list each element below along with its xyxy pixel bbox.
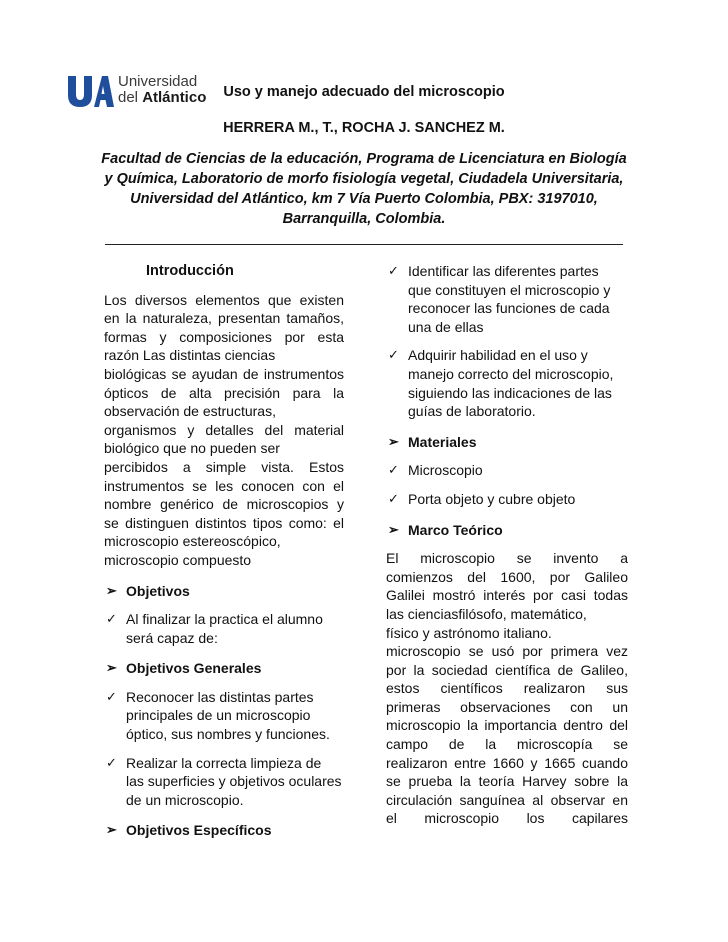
checkmark-icon: ✓ bbox=[388, 263, 399, 278]
paragraph-line: Galilei mostró interés por casi todas bbox=[386, 587, 628, 604]
logo-line-2: del Atlántico bbox=[118, 89, 207, 106]
arrowhead-bullet-icon: ➢ bbox=[106, 822, 117, 838]
affiliation-line: Universidad del Atlántico, km 7 Vía Puerto Colombia, PBX: 3197010, bbox=[130, 191, 598, 207]
checkmark-icon: ✓ bbox=[388, 462, 399, 478]
materiales-heading: ➢ Materiales bbox=[388, 433, 477, 450]
paragraph-line: comienzos del 1600, por Galileo bbox=[386, 568, 628, 585]
marco-teorico-paragraph bbox=[386, 549, 628, 828]
paragraph-line: percibidos a simple vista. Estos bbox=[104, 458, 344, 475]
paragraph-line: campo de la microscopía se bbox=[386, 736, 628, 753]
paragraph-line: físico y astrónomo italiano. bbox=[386, 624, 552, 641]
paragraph-line: razón Las distintas ciencias bbox=[104, 347, 276, 364]
affiliation-line: Barranquilla, Colombia. bbox=[282, 211, 446, 227]
paragraph-line: formas y composiciones por esta bbox=[104, 328, 344, 345]
list-item: ✓ Identificar las diferentes partes que constituyen el microscopio y reconocer las funciones de cada una de ellas bbox=[388, 263, 611, 335]
arrowhead-bullet-icon: ➢ bbox=[388, 521, 399, 537]
paragraph-line: las cienciasfilósofo, matemático, bbox=[386, 605, 587, 622]
paragraph-line: biológicas se ayudan de instrumentos bbox=[104, 365, 344, 382]
paragraph-line: por la sociedad científica de Galileo, bbox=[386, 661, 628, 678]
paragraph-line: microscopio se usó por primera vez bbox=[386, 643, 628, 660]
logo-line-1: Universidad bbox=[118, 73, 198, 90]
marco-teorico-heading: ➢ Marco Teórico bbox=[388, 521, 503, 538]
paragraph-line: biológico que no pueden ser bbox=[104, 440, 280, 457]
paragraph-line: microscopio la importancia dentro del bbox=[386, 717, 628, 734]
paragraph-line: primeras observaciones con un bbox=[386, 698, 628, 715]
affiliation-line: y Química, Laboratorio de morfo fisiología vegetal, Ciudadela Universitaria, bbox=[104, 171, 624, 187]
checkmark-icon: ✓ bbox=[106, 754, 117, 770]
paragraph-line: se prueba la teoría Harvey sobre la bbox=[386, 773, 628, 790]
paragraph-line: circulación sanguínea al observar en bbox=[386, 791, 628, 808]
objetivos-generales-heading: ➢ Objetivos Generales bbox=[106, 660, 262, 677]
checkmark-icon: ✓ bbox=[388, 347, 399, 363]
arrowhead-bullet-icon: ➢ bbox=[106, 582, 117, 598]
list-item: ✓ Realizar la correcta limpieza de las superficies y objetivos oculares de un microscopio. bbox=[106, 754, 342, 808]
paragraph-line: microscopio compuesto bbox=[104, 551, 252, 568]
authors-line: HERRERA M., T., ROCHA J. SANCHEZ M. bbox=[223, 120, 505, 136]
left-column bbox=[104, 262, 344, 840]
paragraph-line: organismos y detalles del material bbox=[104, 421, 344, 438]
horizontal-divider bbox=[105, 244, 623, 245]
checkmark-icon: ✓ bbox=[106, 611, 117, 627]
paragraph-line: instrumentos se les conocen con el bbox=[104, 477, 344, 494]
paragraph-line: observación de estructuras, bbox=[104, 403, 276, 420]
introduction-paragraph bbox=[104, 291, 344, 570]
paragraph-line: Los diversos elementos que existen bbox=[104, 291, 344, 308]
right-column bbox=[386, 262, 628, 828]
paragraph-line: ópticos de alta precisión para la bbox=[104, 384, 344, 401]
checkmark-icon: ✓ bbox=[106, 688, 117, 704]
list-item: ✓ Microscopio bbox=[388, 462, 483, 479]
list-item: ✓ Porta objeto y cubre objeto bbox=[388, 490, 576, 507]
objetivos-heading: ➢ Objetivos bbox=[106, 582, 190, 599]
paragraph-line: se distinguen distintos tipos como: el bbox=[104, 514, 344, 531]
paragraph-line: nombre genérico de microscopios y bbox=[104, 496, 344, 513]
paragraph-line: El microscopio se invento a bbox=[386, 550, 628, 567]
paragraph-line: realizaron entre 1660 y 1665 cuando bbox=[386, 754, 628, 771]
list-item: ✓ Reconocer las distintas partes principales de un microscopio óptico, sus nombres y funciones. bbox=[106, 688, 330, 743]
affiliation-block bbox=[96, 149, 632, 229]
list-item: ✓ Adquirir habilidad en el uso y manejo correcto del microscopio, siguiendo las indicaciones de las guías de laboratorio. bbox=[388, 347, 614, 420]
affiliation-line: Facultad de Ciencias de la educación, Programa de Licenciatura en Biología bbox=[101, 151, 627, 167]
arrowhead-bullet-icon: ➢ bbox=[106, 660, 117, 676]
paragraph-line: microscopio estereoscópico, bbox=[104, 533, 281, 550]
list-item: ✓ Al finalizar la practica el alumno será capaz de: bbox=[106, 611, 323, 646]
paragraph-line: en la naturaleza, presentan tamaños, bbox=[104, 310, 344, 327]
objetivos-especificos-heading: ➢ Objetivos Específicos bbox=[106, 822, 272, 839]
paragraph-line: estos científicos realizaron sus bbox=[386, 680, 628, 697]
paragraph-line: el microscopio los capilares bbox=[386, 810, 628, 827]
checkmark-icon: ✓ bbox=[388, 490, 399, 506]
document-title: Uso y manejo adecuado del microscopio bbox=[223, 84, 505, 100]
arrowhead-bullet-icon: ➢ bbox=[388, 433, 399, 449]
introduction-heading: Introducción bbox=[146, 263, 234, 279]
